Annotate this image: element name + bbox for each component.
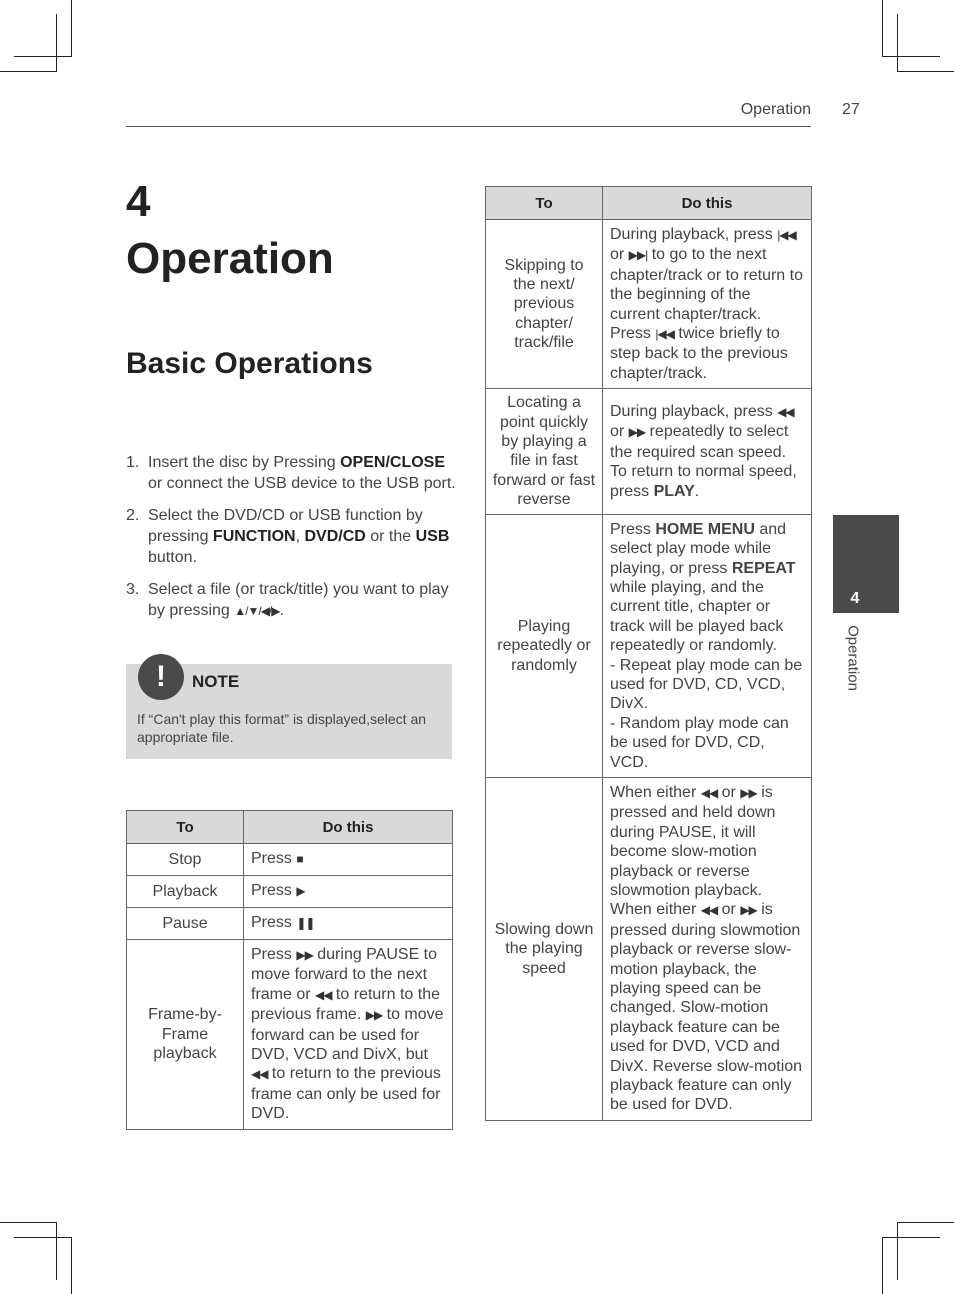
table-row [486, 220, 812, 389]
text-run: Press [251, 914, 297, 932]
page-number: 27 [842, 101, 860, 118]
table-row [486, 514, 812, 777]
button-symbol-icon: ▶▶ [365, 1008, 383, 1023]
row-description [603, 220, 812, 389]
text-run: During playback, press [610, 402, 778, 420]
steps-list [126, 452, 456, 633]
bold-term: USB [415, 528, 450, 545]
table-row [127, 844, 453, 876]
text-run: is pressed and held down during PAUSE, it will become slow-motion playback or reverse slowmotion playback. When either [610, 783, 776, 919]
button-symbol-icon: ◀◀ [700, 903, 718, 918]
advanced-operations-table [485, 186, 812, 1121]
button-symbol-icon: ▲/▼/◀/▶ [234, 604, 280, 618]
button-symbol-icon: ▶ [296, 884, 305, 899]
text-run: Select a file (or track/title) you want to play by pressing [148, 581, 449, 619]
table-row [486, 389, 812, 514]
text-run: , [295, 528, 305, 545]
crop-mark [14, 1237, 72, 1238]
text-run: to return to the previous frame can only be used for DVD. [251, 1065, 441, 1123]
text-run: or [717, 783, 741, 801]
list-item [126, 579, 456, 622]
row-description [244, 940, 453, 1130]
text-run: and select play mode while playing, or press [610, 520, 787, 577]
row-label: Playing repeatedly or randomly [486, 514, 603, 777]
text-run: Press [610, 520, 656, 538]
list-item-number: 1. [126, 454, 140, 471]
crop-mark [71, 0, 72, 57]
bold-term: FUNCTION [212, 528, 296, 545]
list-item [126, 505, 456, 568]
row-description [603, 389, 812, 514]
text-run: or [610, 423, 629, 441]
text-run: When either [610, 783, 701, 801]
text-run: . [694, 482, 700, 500]
text-run: during PAUSE to move forward to the next frame or [251, 946, 438, 1003]
text-run: to return to the previous frame. [251, 985, 440, 1024]
text-run: repeatedly to select the required scan speed. [610, 423, 789, 461]
text-run: or the [365, 528, 416, 545]
side-tab-label: Operation [844, 625, 862, 691]
crop-mark [897, 71, 954, 72]
row-description [603, 777, 812, 1120]
text-run: or [610, 246, 629, 264]
button-symbol-icon: ▶▶ [740, 903, 757, 918]
text-run: Press [251, 946, 297, 963]
text-run: or connect the USB device to the USB port. [148, 475, 456, 492]
row-label: Stop [127, 844, 244, 876]
crop-mark [882, 1237, 883, 1294]
note-title: NOTE [192, 672, 240, 691]
text-run: During playback, press [610, 226, 778, 243]
exclamation-icon: ! [138, 654, 184, 700]
text-run: to move forward can be used for DVD, VCD and DivX, but [251, 1006, 444, 1064]
crop-mark [14, 56, 72, 57]
note-box [126, 660, 452, 759]
row-label: Playback [127, 876, 244, 908]
column-header-do-this: Do this [603, 187, 812, 220]
crop-mark [897, 1222, 898, 1280]
button-symbol-icon: ▶▶ [628, 425, 646, 440]
row-label: Locating a point quickly by playing a file in fast forward or fast reverse [486, 389, 603, 514]
chapter-title: Operation [126, 234, 334, 283]
basic-operations-table [126, 810, 453, 1130]
bold-term: REPEAT [731, 559, 796, 577]
chapter-side-tab [833, 515, 899, 613]
note-text: If “Can't play this format” is displayed,select an appropriate file. [137, 711, 427, 745]
table-row [486, 777, 812, 1120]
bold-term: OPEN/CLOSE [340, 454, 445, 471]
text-run: button. [148, 549, 197, 566]
bold-term: PLAY [653, 482, 695, 500]
column-header-do-this: Do this [244, 811, 453, 844]
list-item-number: 2. [126, 507, 140, 524]
button-symbol-icon: |◀◀ [777, 228, 796, 242]
text-run: or [717, 901, 741, 919]
text-run: - Random play mode can be used for DVD, CD, VCD. [610, 714, 789, 771]
text-run: while playing, and the current title, chapter or track will be played back repeatedly or randomly. [610, 578, 784, 655]
row-description [603, 514, 812, 777]
button-symbol-icon: ◀◀ [251, 1067, 268, 1082]
text-run: To return to normal speed, press [610, 463, 797, 500]
crop-mark [56, 1222, 57, 1280]
text-run: Insert the disc by Pressing [148, 454, 341, 471]
crop-mark [897, 1222, 954, 1223]
crop-mark [882, 56, 940, 57]
side-tab-number: 4 [850, 590, 860, 607]
text-run: . [279, 602, 284, 619]
column-header-to: To [486, 187, 603, 220]
crop-mark [56, 14, 57, 72]
header-section-name: Operation [740, 101, 811, 118]
row-label: Slowing down the playing speed [486, 777, 603, 1120]
crop-mark [0, 1222, 57, 1223]
row-label: Frame-by-Frame playback [127, 940, 244, 1130]
section-title: Basic Operations [126, 347, 373, 380]
crop-mark [897, 14, 898, 72]
chapter-number: 4 [126, 177, 151, 226]
header-divider [126, 126, 811, 127]
bold-term: HOME MENU [655, 520, 755, 538]
list-item-number: 3. [126, 581, 140, 598]
crop-mark [882, 0, 883, 57]
text-run: twice briefly to step back to the previous chapter/track. [610, 325, 788, 382]
button-symbol-icon: ◀◀ [777, 404, 794, 419]
row-label: Pause [127, 908, 244, 940]
crop-mark [882, 1237, 940, 1238]
button-symbol-icon: ◀◀ [315, 987, 332, 1002]
text-run: Press [251, 882, 297, 900]
row-description [244, 908, 453, 940]
button-symbol-icon: |◀◀ [655, 327, 674, 342]
row-label: Skipping to the next/ previous chapter/ track/file [486, 220, 603, 389]
table-row [127, 940, 453, 1130]
text-run: Select the DVD/CD or USB function by pressing [148, 507, 423, 545]
crop-mark [0, 71, 57, 72]
column-header-to: To [127, 811, 244, 844]
text-run: Press [251, 850, 297, 868]
list-item [126, 452, 456, 494]
row-description [244, 876, 453, 908]
text-run: is pressed during slowmotion playback or reverse slow-motion playback, the playing speed can be changed. Slow-motion playback feature can be used for DVD, VCD and DivX. Reverse slow-motion playback feature can only be used for DVD. [610, 901, 803, 1114]
crop-mark [71, 1237, 72, 1294]
button-symbol-icon: ▶▶ [740, 785, 757, 800]
button-symbol-icon: ▶▶| [628, 248, 648, 263]
button-symbol-icon: ■ [296, 852, 303, 867]
table-row [127, 876, 453, 908]
text-run: - Repeat play mode can be used for DVD, CD, VCD, DivX. [610, 656, 803, 713]
button-symbol-icon: ▶▶ [296, 948, 313, 962]
button-symbol-icon: ◀◀ [700, 785, 718, 800]
table-row [127, 908, 453, 940]
bold-term: DVD/CD [304, 528, 366, 545]
row-description [244, 844, 453, 876]
text-run: to go to the next chapter/track or to return to the beginning of the current chapter/track. Press [610, 246, 803, 343]
button-symbol-icon: ❚❚ [296, 916, 315, 931]
